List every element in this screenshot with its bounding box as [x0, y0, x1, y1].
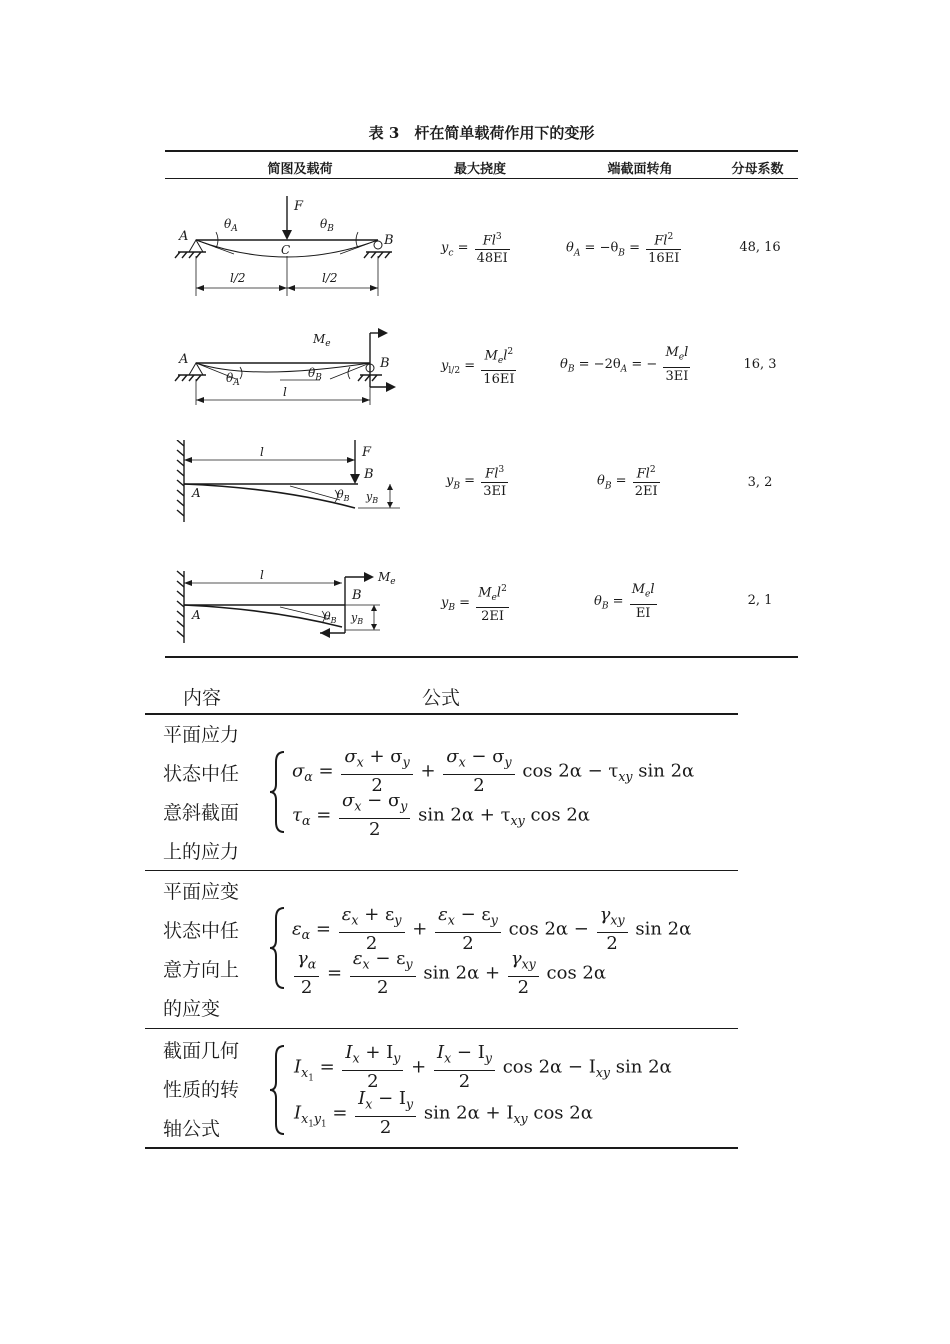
label-C: C [281, 243, 291, 257]
svg-text:θA [224, 217, 238, 234]
svg-text:θB [320, 217, 334, 234]
row4-coefficient: 2, 1 [747, 593, 773, 608]
svg-text:θA [226, 371, 240, 388]
brace-icon [268, 1044, 288, 1136]
diagram-simply-supported-end-moment [170, 325, 410, 410]
label-A: A [179, 352, 189, 367]
header-content: 内容 [183, 687, 222, 709]
table3-top-rule [165, 150, 798, 152]
diagram-cantilever-end-moment [170, 563, 410, 645]
equation-Ix1y1: $I_{x_1y_1}$ = $\frac{I_x - I_y}{2}$ $\sin 2\alpha + I_{xy}$ cos 2α [294, 1088, 593, 1138]
label-thetaA-sub: A [231, 224, 238, 234]
label-yB-sub: B [372, 496, 379, 505]
table2-row-rule [145, 1028, 738, 1029]
label-thetaB: θ [337, 488, 344, 501]
header-diagram: 简图及载荷 [267, 162, 333, 177]
label-dim-half-2: l/2 [322, 271, 338, 285]
label-F: F [294, 199, 304, 214]
diagram-cantilever-end-force [170, 440, 410, 525]
label-A: A [192, 608, 201, 622]
equation-Ix1: $I_{x_1}$ = $\frac{I_x + I_y}{2}$ + $\frac{I_x - I_y}{2}$ $\cos 2\alpha - I_{xy}$ sin 2α [294, 1042, 672, 1092]
table3-bottom-rule [165, 656, 798, 658]
row1-deflection: $y_c$ = $\frac{Fl^3}{48EI}$ [441, 229, 512, 267]
label-thetaA-sub: A [233, 378, 240, 388]
header-formula: 公式 [422, 687, 461, 709]
equation-epsilon-alpha: $\varepsilon_\alpha$ = $\frac{\varepsilon_x + \varepsilon_y}{2}$ + $\frac{\varepsilon_x - \varepsilon_y}{2}$ cos 2α − $\frac{\gamma_{xy}}{2}$ sin 2α [292, 904, 692, 954]
row3-angle: $\theta_B$ = $\frac{Fl^2}{2EI}$ [597, 462, 662, 500]
equation-gamma-alpha: $\frac{\gamma_\alpha}{2}$ = $\frac{\varepsilon_x - \varepsilon_y}{2}$ sin 2α + $\frac{\gamma_{xy}}{2}$ cos 2α [292, 948, 606, 999]
svg-text:yB [365, 490, 378, 505]
equation-tau-alpha: $\tau_\alpha$ = $\frac{\sigma_x - \sigma_y}{2}$ $\sin 2\alpha + \tau_{xy}$ cos 2α [292, 790, 590, 840]
content-plane-strain: 平面应变 状态中任 意方向上 的应变 [163, 881, 240, 1020]
table3-title: 表 3 杆在简单载荷作用下的变形 [368, 124, 595, 142]
label-thetaB: θ [324, 610, 331, 623]
label-thetaA: θ [224, 217, 232, 231]
table3-header-rule [165, 178, 798, 179]
label-Me: M [313, 332, 326, 346]
svg-text:Me [312, 332, 331, 349]
row2-deflection: $y_{l/2}$ = $\frac{M_el^2}{16EI}$ [441, 344, 518, 388]
label-A: A [192, 486, 201, 500]
label-thetaB-sub: B [330, 616, 337, 625]
diagram-simply-supported-center-load [170, 192, 410, 304]
label-dim-l: l [260, 445, 264, 459]
row1-angle: $\theta_A = -\theta_B$ = $\frac{Fl^2}{16EI}$ [566, 229, 683, 267]
label-A: A [179, 229, 189, 244]
label-thetaB: θ [308, 366, 316, 380]
row2-coefficient: 16, 3 [743, 357, 777, 372]
label-thetaB: θ [320, 217, 328, 231]
table2-row-rule [145, 870, 738, 871]
brace-icon [268, 750, 288, 834]
row3-coefficient: 3, 2 [747, 475, 773, 490]
label-thetaB-sub: B [327, 224, 334, 234]
label-yB-sub: B [357, 617, 364, 626]
row3-deflection: $y_B$ = $\frac{Fl^3}{3EI}$ [446, 462, 510, 500]
label-yB: y [351, 611, 358, 624]
row1-coefficient: 48, 16 [739, 240, 781, 255]
header-end-angle: 端截面转角 [607, 162, 673, 177]
row4-angle: $\theta_B$ = $\frac{M_el}{EI}$ [594, 582, 655, 621]
svg-text:Me [377, 570, 396, 587]
label-thetaB-sub: B [315, 373, 322, 383]
svg-text:yB [350, 611, 363, 626]
header-max-deflection: 最大挠度 [453, 162, 506, 177]
content-plane-stress: 平面应力 状态中任 意斜截面 上的应力 [163, 724, 240, 863]
label-Me-sub: e [325, 339, 331, 349]
header-denominator-coef: 分母系数 [731, 162, 784, 177]
label-thetaA: θ [226, 371, 234, 385]
label-B: B [352, 588, 362, 603]
svg-text:θB [324, 610, 337, 625]
table2-header-rule [145, 713, 738, 715]
label-thetaB-sub: B [343, 494, 350, 503]
brace-icon [268, 906, 288, 990]
label-F: F [362, 445, 372, 460]
row2-angle: $\theta_B = -2\theta_A$ = − $\frac{M_el}{3EI}$ [560, 345, 689, 384]
label-Me-sub: e [390, 577, 396, 587]
svg-text:θB [308, 366, 322, 383]
label-B: B [364, 467, 374, 482]
table2-bottom-rule [145, 1147, 738, 1149]
label-dim-half-1: l/2 [230, 271, 246, 285]
label-B: B [384, 233, 394, 248]
content-section-rotation: 截面几何 性质的转 轴公式 [163, 1040, 240, 1140]
label-yB: y [366, 490, 373, 503]
label-dim-l: l [283, 385, 287, 399]
label-Me: M [378, 570, 391, 584]
label-B: B [380, 356, 390, 371]
svg-text:θB [337, 488, 350, 503]
row4-deflection: $y_B$ = $\frac{M_el^2}{2EI}$ [441, 581, 511, 625]
equation-sigma-alpha: $\sigma_\alpha$ = $\frac{\sigma_x + \sigma_y}{2}$ + $\frac{\sigma_x - \sigma_y}{2}$ $\cos 2\alpha - \tau_{xy}$ sin 2α [292, 746, 695, 796]
label-dim-l: l [260, 568, 264, 582]
